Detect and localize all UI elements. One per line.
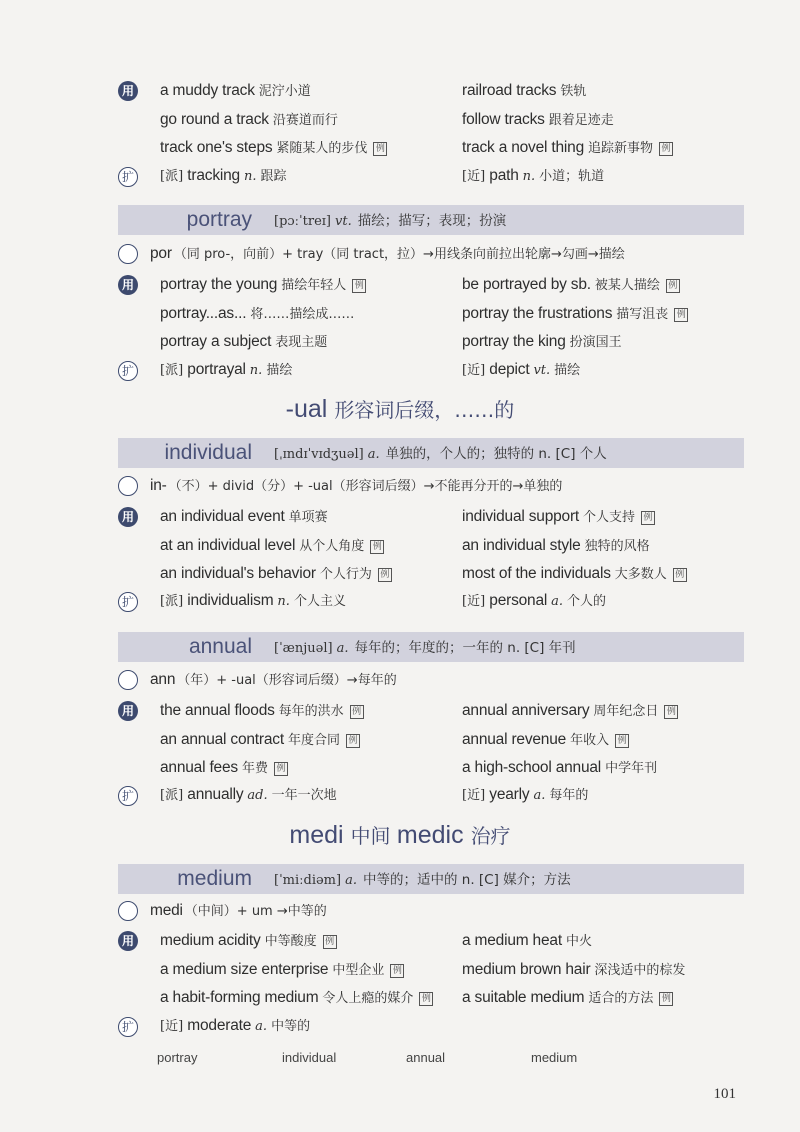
phrase-en: an annual contract — [160, 730, 284, 748]
ext-icon: 扩 — [118, 1017, 138, 1037]
track-use-right-1 — [462, 107, 614, 133]
ext-icon: 扩 — [118, 361, 138, 381]
phrase-zh: 个人行为 — [319, 567, 372, 582]
use-icon: 用 — [118, 701, 138, 721]
track-use-right-0 — [462, 78, 586, 104]
pos: vt. — [335, 214, 352, 229]
ext-word: moderate — [187, 1017, 252, 1034]
example-icon: 例 — [674, 308, 688, 322]
example-icon: 例 — [370, 540, 384, 554]
phrase-en: at an individual level — [160, 536, 296, 554]
phrase-en: the annual floods — [160, 702, 275, 719]
definition — [274, 632, 576, 664]
phonetic: [ˈænjuəl] — [274, 641, 333, 656]
annual-use-right-0 — [462, 698, 678, 724]
phrase-zh: 年收入 — [570, 732, 610, 748]
phrase-en: a habit-forming medium — [160, 989, 319, 1006]
individual-use-right-1 — [462, 533, 650, 559]
phrase-zh: 深浅适中的棕发 — [594, 962, 686, 978]
headword: portray — [186, 208, 252, 231]
annual-use-right-2 — [462, 755, 657, 781]
headword: medium — [177, 867, 252, 890]
phrase-zh: 紧随某人的步伐 — [276, 141, 368, 156]
portray-derived — [160, 357, 292, 383]
example-icon: 例 — [323, 935, 337, 949]
phrase-zh: 追踪新事物 — [588, 141, 654, 156]
example-icon: 例 — [274, 762, 288, 776]
phrase-zh: 适合的方法 — [588, 991, 654, 1006]
use-icon: 用 — [118, 275, 138, 295]
phrase-zh: 独特的风格 — [584, 538, 650, 554]
ext-word: depict — [489, 361, 530, 378]
phrase-en: annual fees — [160, 759, 238, 776]
phrase-en: a suitable medium — [462, 989, 585, 1006]
memo-root: por — [150, 245, 172, 262]
example-icon: 例 — [373, 142, 387, 156]
ext-icon: 扩 — [118, 592, 138, 612]
phrase-zh: 描绘年轻人 — [281, 278, 347, 293]
portray-header — [118, 205, 744, 235]
medium-derived — [160, 1013, 310, 1039]
phrase-en: a high-school annual — [462, 759, 602, 776]
mem-icon — [118, 476, 138, 496]
phrase-en: portray the young — [160, 276, 278, 293]
ext-tag: [派] — [160, 788, 188, 803]
track-derived — [160, 163, 287, 189]
example-icon: 例 — [419, 992, 433, 1006]
phrase-zh: 中型企业 — [332, 962, 385, 978]
phrase-en: annual anniversary — [462, 702, 590, 719]
medium-use-right-1 — [462, 957, 685, 983]
phrase-zh: 被某人描绘 — [594, 278, 660, 293]
ext-zh: 个人的 — [567, 594, 607, 609]
section-root: medi — [289, 821, 351, 849]
ext-tag: [近] — [462, 788, 490, 803]
phrase-en: track one's steps — [160, 139, 273, 156]
phrase-zh: 将……描绘成…… — [250, 306, 355, 322]
memo-root: in- — [150, 477, 167, 494]
ext-icon: 扩 — [118, 167, 138, 187]
use-icon: 用 — [118, 507, 138, 527]
footer-word: individual — [282, 1050, 337, 1065]
meaning: 中等的；适中的 n. [C] 媒介；方法 — [362, 872, 571, 888]
memo-root: medi — [150, 902, 183, 919]
ext-icon: 扩 — [118, 786, 138, 806]
mem-icon — [118, 244, 138, 264]
example-icon: 例 — [641, 511, 655, 525]
medium-use-right-2 — [462, 985, 673, 1011]
annual-use-left-2 — [160, 755, 288, 781]
medium-use-left-1 — [160, 957, 404, 983]
phrase-en: medium acidity — [160, 932, 261, 949]
medium-use-left-2 — [160, 985, 433, 1011]
headword: annual — [188, 635, 252, 658]
ext-word: tracking — [187, 167, 240, 184]
section-heading-medi — [0, 820, 800, 850]
example-icon: 例 — [666, 279, 680, 293]
phrase-en: an individual style — [462, 536, 581, 554]
section-affix: -ual — [285, 395, 335, 423]
annual-header — [118, 632, 744, 662]
phrase-en: track a novel thing — [462, 139, 584, 156]
portray-use-right-1 — [462, 301, 688, 327]
phrase-zh: 扮演国王 — [569, 335, 622, 350]
medium-use-right-0 — [462, 928, 592, 954]
definition — [274, 864, 571, 896]
memo-explain: （不）+ divid（分）+ -ual（形容词后缀）→不能再分开的→单独的 — [168, 479, 563, 494]
ext-pos: ad. — [247, 788, 268, 803]
footer-word: portray — [157, 1050, 198, 1065]
ext-zh: 跟踪 — [260, 169, 287, 184]
individual-use-left-0 — [160, 504, 328, 530]
example-icon: 例 — [350, 705, 364, 719]
ext-zh: 描绘 — [266, 363, 293, 378]
ext-zh: 每年的 — [549, 788, 589, 803]
phrase-en: most of the individuals — [462, 565, 611, 582]
footer-word: annual — [406, 1050, 446, 1065]
phrase-zh: 泥泞小道 — [258, 84, 311, 99]
phrase-zh: 年费 — [241, 761, 268, 776]
individual-use-left-1 — [160, 533, 384, 559]
pos: a. — [336, 641, 349, 656]
memo-root: ann — [150, 671, 176, 688]
phrase-zh: 令人上瘾的媒介 — [322, 991, 414, 1006]
phrase-zh: 铁轨 — [560, 84, 587, 99]
pos: a. — [345, 873, 357, 888]
phrase-en: follow tracks — [462, 110, 545, 128]
use-icon: 用 — [118, 931, 138, 951]
meaning: 描绘；描写；表现；扮演 — [357, 213, 507, 229]
phrase-en: portray the frustrations — [462, 304, 613, 322]
phrase-zh: 沿赛道而行 — [272, 112, 338, 128]
portray-memo — [150, 240, 625, 266]
ext-word: annually — [187, 786, 244, 803]
phrase-en: go round a track — [160, 110, 269, 128]
example-icon: 例 — [673, 568, 687, 582]
example-icon: 例 — [390, 964, 404, 978]
ext-pos: n. — [243, 169, 257, 184]
phonetic: [ˈmiːdiəm] — [274, 873, 342, 888]
ext-zh: 个人主义 — [293, 594, 346, 609]
meaning: 单独的，个人的；独特的 n. [C] 个人 — [385, 446, 607, 462]
phrase-zh: 年度合同 — [287, 732, 340, 748]
individual-memo — [150, 472, 562, 498]
mem-icon — [118, 901, 138, 921]
individual-derived — [160, 588, 346, 614]
ext-pos: a. — [551, 594, 564, 609]
annual-derived — [160, 782, 337, 808]
pos: a. — [367, 447, 380, 462]
ext-zh: 中等的 — [271, 1019, 311, 1034]
ext-word: path — [489, 167, 519, 184]
memo-explain: （中间）+ um →中等的 — [184, 904, 327, 919]
example-icon: 例 — [664, 705, 678, 719]
example-icon: 例 — [378, 568, 392, 582]
phrase-en: medium brown hair — [462, 960, 591, 978]
phrase-zh: 每年的洪水 — [278, 704, 344, 719]
headword: individual — [164, 441, 252, 464]
section-meaning: 中间 — [350, 824, 397, 848]
portray-use-right-2 — [462, 329, 622, 355]
portray-use-right-0 — [462, 272, 680, 298]
track-use-left-1 — [160, 107, 338, 133]
ext-word: personal — [489, 592, 548, 609]
ext-tag: [派] — [160, 594, 188, 609]
phrase-en: an individual event — [160, 508, 285, 525]
example-icon: 例 — [659, 142, 673, 156]
phonetic: [pɔːˈtreɪ] — [274, 214, 331, 229]
track-synonym — [462, 163, 604, 189]
ext-word: yearly — [489, 786, 530, 803]
phrase-zh: 中学年刊 — [605, 761, 658, 776]
phrase-zh: 个人支持 — [583, 510, 636, 525]
memo-explain: （年）+ -ual（形容词后缀）→每年的 — [177, 673, 397, 688]
portray-use-left-1 — [160, 301, 354, 327]
portray-use-left-2 — [160, 329, 327, 355]
medium-header — [118, 864, 744, 894]
individual-use-left-2 — [160, 561, 392, 587]
memo-explain: （同 pro-，向前）+ tray（同 tract，拉）→用线条向前拉出轮廓→勾画→描绘 — [173, 247, 625, 262]
annual-use-left-1 — [160, 727, 360, 753]
phrase-en: a medium size enterprise — [160, 960, 329, 978]
ext-pos: a. — [533, 788, 546, 803]
phrase-en: an individual's behavior — [160, 565, 316, 582]
phrase-en: individual support — [462, 508, 580, 525]
footer-word: medium — [531, 1050, 578, 1065]
ext-word: portrayal — [187, 361, 246, 378]
annual-use-right-1 — [462, 727, 629, 753]
definition — [274, 438, 607, 470]
medium-use-left-0 — [160, 928, 337, 954]
section-meaning: 治疗 — [470, 824, 511, 848]
portray-synonym — [462, 357, 580, 383]
individual-use-right-0 — [462, 504, 655, 530]
portray-use-left-0 — [160, 272, 366, 298]
phrase-zh: 表现主题 — [275, 335, 328, 350]
phrase-zh: 从个人角度 — [299, 538, 365, 554]
phrase-en: annual revenue — [462, 730, 567, 748]
annual-memo — [150, 666, 397, 692]
ext-tag: [近] — [462, 594, 490, 609]
page-number: 101 — [713, 1086, 736, 1102]
track-use-right-2 — [462, 135, 673, 161]
phrase-en: portray the king — [462, 333, 566, 350]
ext-tag: [近] — [462, 169, 490, 184]
phrase-en: be portrayed by sb. — [462, 276, 591, 293]
ext-zh: 描绘 — [554, 363, 581, 378]
ext-pos: n. — [249, 363, 263, 378]
example-icon: 例 — [615, 734, 629, 748]
phonetic: [ˌɪndɪˈvɪdʒuəl] — [274, 447, 364, 462]
phrase-zh: 单项赛 — [288, 510, 328, 525]
section-heading-ual — [0, 394, 800, 424]
phrase-en: portray a subject — [160, 333, 272, 350]
phrase-en: a medium heat — [462, 932, 562, 949]
ext-pos: a. — [255, 1019, 268, 1034]
meaning: 每年的；年度的；一年的 n. [C] 年刊 — [354, 640, 576, 656]
phrase-en: a muddy track — [160, 82, 255, 99]
section-meaning: 形容词后缀，……的 — [334, 398, 515, 422]
ext-pos: vt. — [533, 363, 551, 378]
mem-icon — [118, 670, 138, 690]
track-use-left-2 — [160, 135, 387, 161]
phrase-zh: 跟着足迹走 — [548, 112, 614, 128]
annual-use-left-0 — [160, 698, 364, 724]
track-use-left-0 — [160, 78, 311, 104]
ext-tag: [派] — [160, 363, 188, 378]
individual-synonym — [462, 588, 606, 614]
individual-header — [118, 438, 744, 468]
individual-use-right-2 — [462, 561, 687, 587]
example-icon: 例 — [352, 279, 366, 293]
ext-tag: [近] — [462, 363, 490, 378]
ext-word: individualism — [187, 592, 274, 609]
section-root: medic — [396, 821, 471, 849]
ext-pos: n. — [522, 169, 536, 184]
phrase-zh: 中等酸度 — [264, 934, 317, 949]
phrase-zh: 大多数人 — [614, 567, 667, 582]
example-icon: 例 — [659, 992, 673, 1006]
phrase-en: railroad tracks — [462, 82, 557, 99]
ext-pos: n. — [277, 594, 290, 609]
phrase-en: portray...as... — [160, 304, 247, 322]
phrase-zh: 描写沮丧 — [616, 306, 669, 322]
use-icon: 用 — [118, 81, 138, 101]
phrase-zh: 周年纪念日 — [593, 704, 659, 719]
annual-synonym — [462, 782, 588, 808]
ext-tag: [近] — [160, 1019, 188, 1034]
ext-zh: 小道；轨道 — [539, 169, 605, 184]
phrase-zh: 中火 — [565, 934, 592, 949]
ext-zh: 一年一次地 — [271, 788, 337, 803]
medium-memo — [150, 897, 327, 923]
ext-tag: [派] — [160, 169, 188, 184]
example-icon: 例 — [346, 734, 360, 748]
definition — [274, 205, 506, 237]
